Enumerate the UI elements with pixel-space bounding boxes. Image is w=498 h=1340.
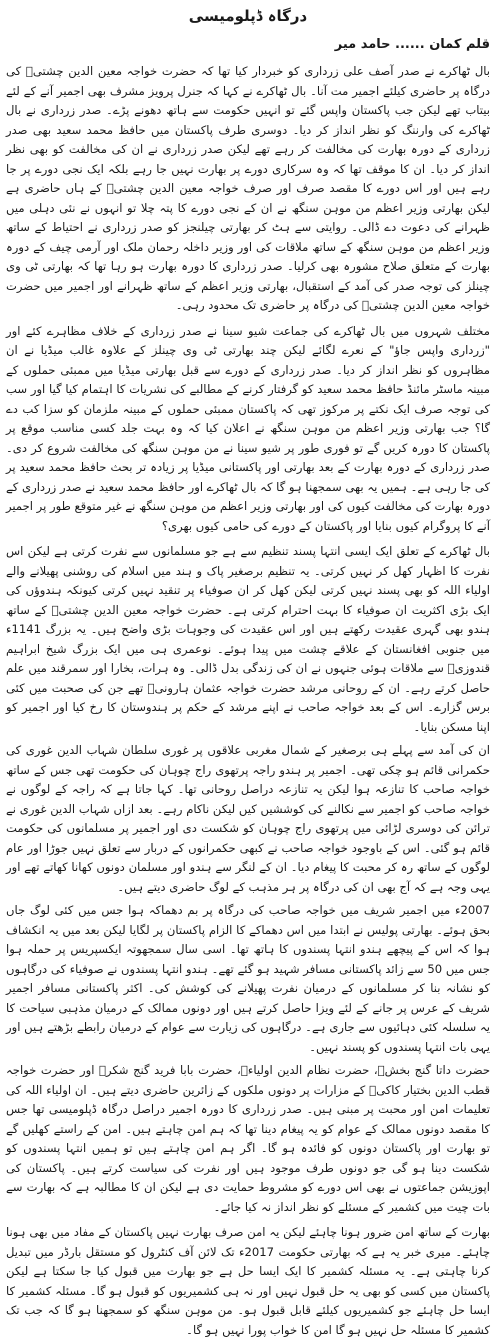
article-paragraph: بال ٹھاکرے نے صدر آصف علی زرداری کو خبردار کیا تھا کہ حضرت خواجہ معین الدین چشتیؒ کی درگاہ پر حاضری کیلئے اجمیر مت آنا۔ بال ٹھاکرے نے کہا کہ جنرل پرویز مشرف بھی اجمیر آنے کے لئے بیتاب تھے لیکن جب پاکستان واپس گئے تو انہیں حکومت سے ہاتھ دھونے پڑے۔ صدر زرداری نے بال ٹھاکرے کی وارننگ کو نظر انداز کر دیا۔ دوسری طرف پاکستان میں حافظ محمد سعید بھی صدر زرداری کے دورہ بھارت کی مخالفت کر رہے تھے لیکن صدر زرداری نے ان کی مخالفت کو بھی نظر انداز کر دیا۔ ان کا موقف تھا کہ وہ سرکاری دورے پر بھارت نہیں جا رہے بلکہ ایک نجی دورے پر جا رہے ہیں اور اس دورے کا مقصد صرف اور صرف خواجہ معین الدین چشتیؒ کے ہاں حاضری ہے لیکن بھارتی وزیر اعظم من موہن سنگھ نے ان کے نجی دورے کا پتہ چلا تو انہوں نے نئی دہلی میں ظہرانے کی دعوت دے ڈالی۔ روایتی سے ہٹ کر بھارتی چیلنجز کو صدر زرداری نے احتیاط کے ساتھ وزیر اعظم من موہن سنگھ کے ساتھ ملاقات کی اور وزیر داخلہ رحمان ملک اور آرمی چیف کے دورہ بھارت کے متعلق صلاح مشورہ بھی کرلیا۔ صدر زرداری کا دورہ بھارت ہو رہا تھا کہ بھارتی ٹی وی چینلز کی توجہ صدر کی آمد کے استقبال، بھارتی وزیر اعظم کے ساتھ ظہرانے اور اجمیر میں حضرت خواجہ معین الدین چشتیؒ کی درگاہ پر حاضری تک محدود رہی۔ (6, 64, 490, 312)
article-paragraph: بھارت کے ساتھ امن ضرور ہونا چاہئے لیکن یہ امن صرف بھارت نہیں پاکستان کے مفاد میں بھی ہونا چاہئے۔ میری خبر یہ ہے کہ بھارتی حکومت 2017ء تک لائن آف کنٹرول کو مستقل بارڈر میں تبدیل کرنا چاہتی ہے۔ یہ مسئلہ کشمیر کا ایک ایسا حل ہے جو بھارت میں قبول کیا جا سکتا ہے لیکن پاکستان میں کسی کو بھی یہ حل قبول نہیں اور نہ ہی کشمیریوں کو قبول ہو گا۔ مسئلہ کشمیر کا ایسا حل چاہئے جو کشمیریوں کیلئے قابل قبول ہو۔ من موہن سنگھ کو سمجھنا ہو گا کہ جب تک کشمیر کا مسئلہ حل نہیں ہو گا امن کا خواب پورا نہیں ہو گا۔ (6, 1225, 490, 1337)
article-headline: درگاہ ڈپلومیسی (188, 7, 308, 25)
article-paragraph: 2007ء میں اجمیر شریف میں خواجہ صاحب کی درگاہ پر بم دھماکہ ہوا جس میں کئی لوگ جاں بحق ہوئے۔ بھارتی پولیس نے ابتدا میں اس دھماکے کا الزام پاکستان پر لگایا لیکن بعد میں یہ انکشاف ہوا کہ اس کے پیچھے ہندو انتہا پسندوں کا ہاتھ تھا۔ اسی سال سمجھوتہ ایکسپریس پر حملہ ہوا جس میں 50 سے زائد پاکستانی مسافر شہید ہو گئے تھے۔ ہندو انتہا پسندوں نے صوفیاء کی درگاہوں کو نشانہ بنا کر مسلمانوں کے درمیان نفرت پھیلانے کی کوشش کی۔ اکثر پاکستانی مسافر اجمیر شریف کے عرس پر جانے کے لئے ویزا حاصل کرتے ہیں اور دونوں ممالک کے درمیان مذہبی سیاحت کا یہ سلسلہ کئی دہائیوں سے جاری ہے۔ درگاہوں کی زیارت سے عوام کے درمیان رابطے بڑھتے ہیں اور یہی بات انتہا پسندوں کو پسند نہیں۔ (6, 903, 491, 1054)
article-paragraph: حضرت داتا گنج بخشؒ، حضرت نظام الدین اولیاءؒ، حضرت بابا فرید گنج شکرؒ اور حضرت خواجہ قطب الدین بختیار کاکیؒ کے مزارات پر دونوں ملکوں کے زائرین حاضری دیتے ہیں۔ ان اولیاء اللہ کی تعلیمات امن اور محبت پر مبنی ہیں۔ صدر زرداری کا دورہ اجمیر دراصل درگاہ ڈپلومیسی تھا جس کا مقصد دونوں ممالک کے عوام کو یہ پیغام دینا تھا کہ ہم امن چاہتے ہیں۔ امن کے راستے کھلیں گے تو بھارت اور پاکستان دونوں کو فائدہ ہو گا۔ اگر ہم امن چاہتے ہیں تو ہمیں انتہا پسندوں کو شکست دینا ہو گی جو دونوں طرف موجود ہیں اور نفرت کی سیاست کرتے ہیں۔ پاکستان کی اپوزیشن جماعتوں نے بھی اس دورے کو مشروط حمایت دی ہے لیکن ان کا مطالبہ ہے کہ بھارت سے بات چیت میں کشمیر کے مسئلے کو نظر انداز نہ کیا جائے۔ (6, 1063, 490, 1214)
article-paragraph: ان کی آمد سے پہلے ہی برصغیر کے شمال مغربی علاقوں پر غوری سلطان شہاب الدین غوری کی حکمرانی قائم ہو چکی تھی۔ اجمیر پر ہندو راجہ پرتھوی راج چوہان کی حکومت تھی جس کے ساتھ خواجہ صاحب کا تنازعہ ہوا لیکن یہ تنازعہ دراصل روحانی تھا۔ کہا جاتا ہے کہ راجہ کے لوگوں نے خواجہ صاحب کو اجمیر سے نکالنے کی کوششیں کیں لیکن ناکام رہے۔ بعد ازاں شہاب الدین غوری نے ترائن کی دوسری لڑائی میں پرتھوی راج چوہان کو شکست دی اور اجمیر پر مسلمانوں کی حکومت قائم ہو گئی۔ اس کے باوجود خواجہ صاحب نے کبھی حکمرانوں کے دربار سے تعلق نہیں جوڑا اور عام لوگوں کے ساتھ رہ کر محبت کا پیغام دیا۔ ان کے لنگر سے ہندو اور مسلمان دونوں کھانا کھاتے تھے اور یہی وجہ ہے کہ آج بھی ان کی درگاہ پر ہر مذہب کے لوگ حاضری دیتے ہیں۔ (6, 743, 490, 894)
article-paragraph: بال ٹھاکرے کے تعلق ایک ایسی انتہا پسند تنظیم سے ہے جو مسلمانوں سے نفرت کرتی ہے لیکن اس نفرت کا اظہار کھل کر نہیں کرتی۔ یہ تنظیم برصغیر پاک و ہند میں اسلام کی روشنی پھیلانے والے اولیاء اللہ کو بھی پسند نہیں کرتی لیکن کھل کر ان صوفیاء پر تنقید نہیں کرتی کیونکہ ہندوؤں کی ایک بڑی اکثریت ان صوفیاء کا بہت احترام کرتی ہے۔ حضرت خواجہ معین الدین چشتیؒ کے ساتھ ہندو بھی گہری عقیدت رکھتے ہیں اور اس عقیدت کی وجوہات بڑی واضح ہیں۔ یہ بزرگ 1141ء میں جنوبی افغانستان کے علاقے چشت میں پیدا ہوئے۔ نوعمری ہی میں ایک بزرگ شیخ ابراہیم قندوزیؒ سے ملاقات ہوئی جنہوں نے ان کی زندگی بدل ڈالی۔ وہ ہرات، بخارا اور سمرقند میں علم حاصل کرتے رہے۔ ان کے روحانی مرشد حضرت خواجہ عثمان ہارونیؒ تھے جن کی صحبت میں کئی برس گزارے۔ اس کے بعد خواجہ صاحب نے اپنے مرشد کے حکم پر ہندوستان کا رخ کیا اور اجمیر کو اپنا مسکن بنایا۔ (6, 544, 490, 734)
article-paragraph: مختلف شہروں میں بال ٹھاکرے کی جماعت شیو سینا نے صدر زرداری کے خلاف مظاہرے کئے اور "زرداری واپس جاؤ" کے نعرے لگائے لیکن چند بھارتی ٹی وی چینلز کے علاوہ غالب میڈیا نے ان مظاہروں کو نظر انداز کر دیا۔ صدر زرداری کے دورے سے قبل بھارتی میڈیا میں ممبئی حملوں کے مبینہ ماسٹر مائنڈ حافظ محمد سعید کو گرفتار کرنے کے مطالبے کی نشریات کا اہتمام کیا گیا اور سب کی توجہ صرف ایک نکتے پر مرکوز تھی کہ پاکستان ممبئی حملوں کے مبینہ ملزمان کو سزا کب دے گا؟ جب بھارتی وزیر اعظم من موہن سنگھ نے اعلان کیا کہ وہ بہت جلد کسی مناسب موقع پر پاکستان کا دورہ کریں گے تو فوری طور پر شیو سینا نے من موہن سنگھ کی مخالفت شروع کر دی۔ صدر زرداری کے دورہ بھارت کے بعد بھارتی اور پاکستانی میڈیا پر زیادہ تر بحث حافظ محمد سعید پر کی جا رہی ہے۔ ہمیں یہ بھی سمجھنا ہو گا کہ بال ٹھاکرے اور حافظ محمد سعید نے صدر زرداری کے دورہ بھارت کی مخالفت کیوں کی اور بھارتی وزیر اعظم من موہن سنگھ نے غیر متوقع طور پر اجمیر آنے کا پروگرام کیوں بنایا اور پاکستان کے دورے کی حامی کیوں بھری؟ (6, 323, 490, 533)
article-byline: قلم کمان ...... حامد میر (334, 37, 490, 52)
article-body (6, 62, 490, 1340)
